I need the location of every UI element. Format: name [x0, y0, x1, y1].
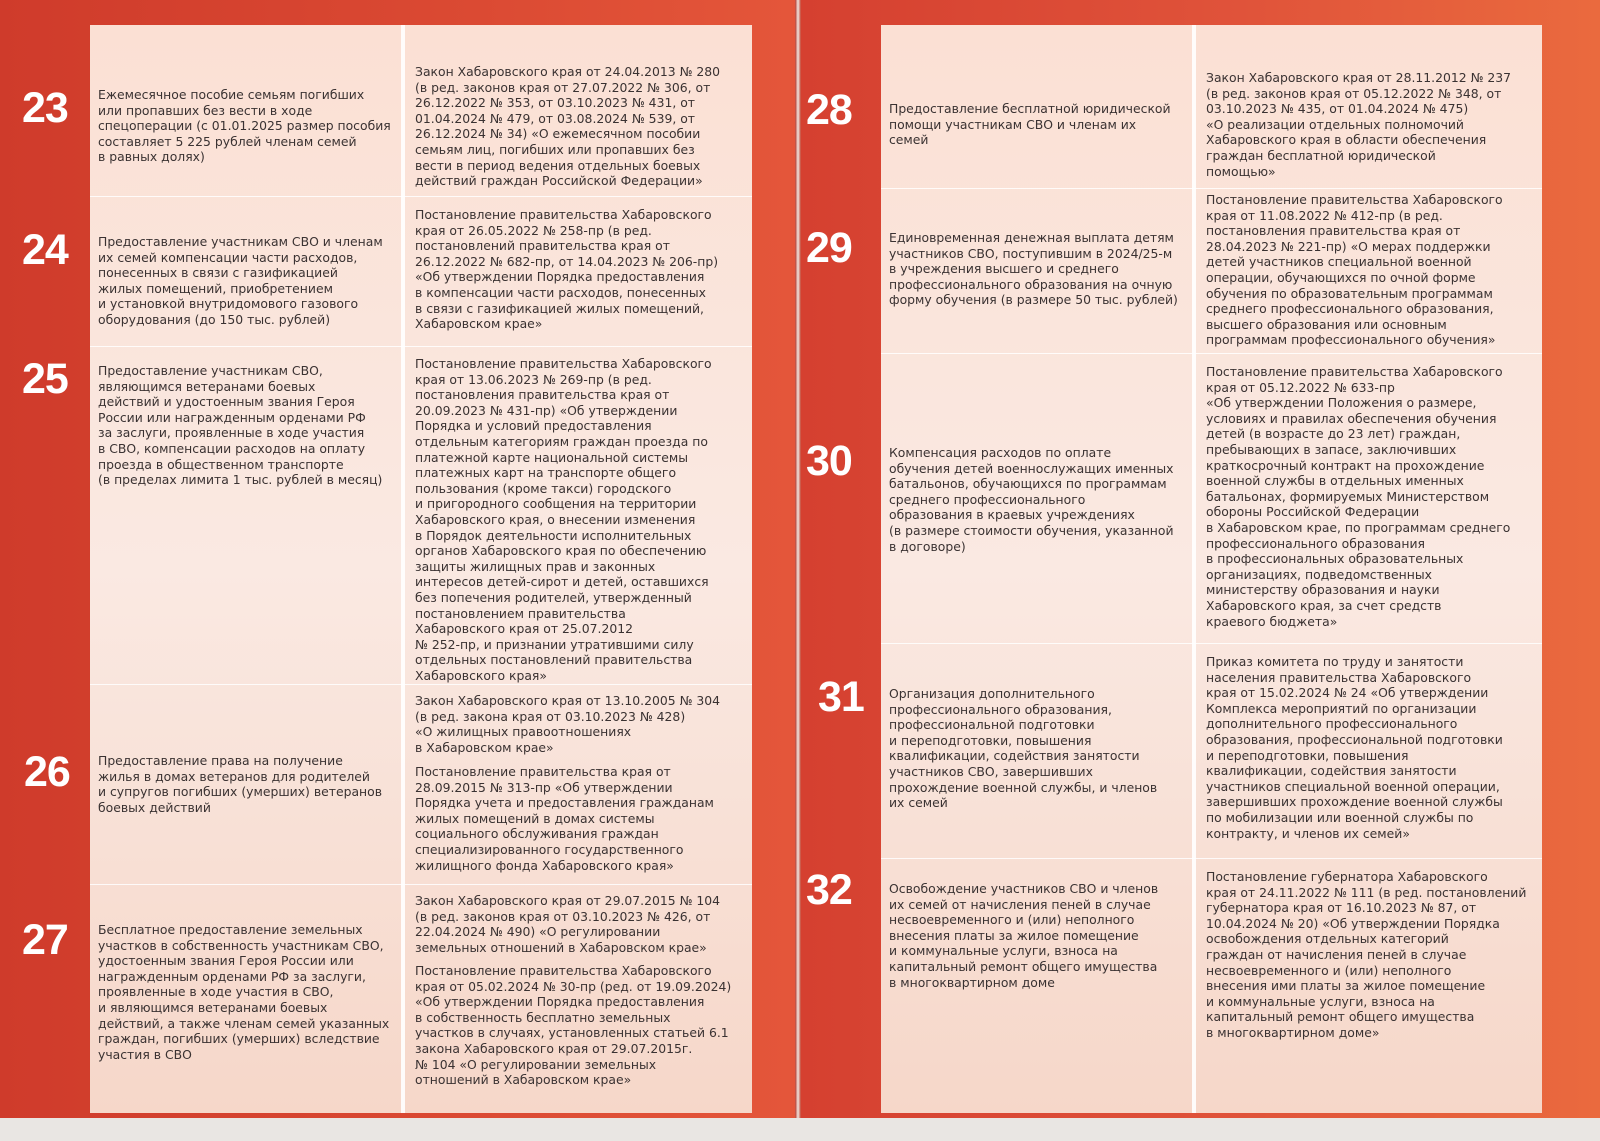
measure-description: Компенсация расходов по оплате обучения детей военнослужащих именных батальонов, обучающихся по программам среднего профессионального образования в краевых учреждениях (в размере стоимости обучения, указанной в договоре) [889, 445, 1174, 554]
table-row [90, 196, 752, 347]
row-number: 30 [806, 437, 852, 485]
row-number: 24 [22, 226, 68, 274]
legal-basis-text: Постановление губернатора Хабаровского края от 24.11.2022 № 111 (в ред. постановлений губернатора края от 16.10.2023 № 87, от 10.04.2024 № 20) «Об утверждении Порядка освобождения отдельных категорий граждан от начисления пеней в случае несвоевременного и (или) неполного внесения ими платы за жилое помещение и коммунальные услуги, взноса на капитальный ремонт общего имущества в многоквартирном доме» [1206, 869, 1527, 1040]
measure-description-cell [881, 643, 1192, 858]
measure-description-cell [881, 188, 1192, 353]
measure-description-cell [881, 858, 1192, 1113]
row-number: 25 [22, 355, 68, 403]
legal-basis-text: Постановление правительства Хабаровского края от 13.06.2023 № 269-пр (в ред. постановления правительства края от 20.09.2023 № 431-пр) «Об утверждении Порядка и условий предоставления отдельным категориям граждан проезда по платежной карте национальной системы платежных карт на транспорте общего пользования (кроме такси) городского и пригородного сообщения на территории Хабаровского края, о внесении изменения в Порядок деятельности исполнительных органов Хабаровского края по обеспечению защиты жилищных прав и законных интересов детей-сирот и детей, оставшихся без попечения родителей, утвержденный постановлением правительства Хабаровского края от 25.07.2012 № 252-пр, и признании утратившими силу отдельных постановлений правительства Хабаровского края» [415, 356, 712, 683]
column-divider [401, 25, 405, 196]
row-number: 31 [818, 673, 864, 721]
table-row [90, 25, 752, 197]
row-number: 27 [22, 916, 68, 964]
measure-description: Единовременная денежная выплата детям участников СВО, поступившим в 2024/25-м в учреждения высшего и среднего профессионального образования на очную форму обучения (в размере 50 тыс. рублей) [889, 230, 1178, 308]
column-divider [1192, 353, 1196, 643]
table-row [90, 884, 752, 1113]
row-number: 23 [22, 84, 68, 132]
right-page [801, 0, 1600, 1118]
measures-table-left [90, 25, 752, 1113]
measure-description-cell [90, 884, 401, 1113]
row-number: 28 [806, 86, 852, 134]
legal-basis-text: Закон Хабаровского края от 29.07.2015 № 104 (в ред. законов края от 03.10.2023 № 426, от 22.04.2024 № 490) «О регулировании земельных отношений в Хабаровском крае» [415, 893, 721, 955]
legal-basis-text: Приказ комитета по труду и занятости населения правительства Хабаровского края от 15.02.2024 № 24 «Об утверждении Комплекса мероприятий по организации дополнительного профессионального образования, профессиональной подготовки и переподготовки, повышения квалификации, содействия занятости участников специальной военной операции, завершивших прохождение военной службы по мобилизации или военной службы по контракту, и членов их семей» [1206, 654, 1503, 841]
legal-basis-cell [1198, 353, 1542, 643]
legal-basis-cell [1198, 25, 1542, 188]
table-row [881, 353, 1542, 644]
measure-description-cell [90, 346, 401, 684]
legal-basis-cell [407, 25, 752, 196]
legal-basis-cell [1198, 188, 1542, 353]
column-divider [1192, 858, 1196, 1113]
legal-basis-text: Постановление правительства Хабаровского края от 11.08.2022 № 412-пр (в ред. постановления правительства края от 28.04.2023 № 221-пр) «О мерах поддержки детей участников специальной военной операции, обучающихся по очной форме обучения по образовательным программам среднего профессионального образования, высшего образования или основным программам профессионального обучения» [1206, 192, 1503, 348]
column-divider [1192, 188, 1196, 353]
legal-basis-cell [1198, 858, 1542, 1113]
table-row [90, 346, 752, 685]
measure-description: Освобождение участников СВО и членов их семей от начисления пеней в случае несвоевременного и (или) неполного внесения платы за жилое помещение и коммунальные услуги, взноса на капитальный ремонт общего имущества в многоквартирном доме [889, 881, 1159, 990]
column-divider [1192, 25, 1196, 188]
legal-basis-cell [407, 196, 752, 346]
legal-basis-cell [407, 884, 752, 1113]
legal-basis-cell [1198, 643, 1542, 858]
legal-basis-cell [407, 346, 752, 684]
row-number: 26 [24, 748, 70, 796]
measure-description-cell [90, 684, 401, 884]
measure-description: Предоставление участникам СВО и членам их семей компенсации части расходов, понесенных в связи с газификацией жилых помещений, приобретением и установкой внутридомового газового оборудования (до 150 тыс. рублей) [98, 234, 383, 327]
column-divider [401, 684, 405, 884]
row-number: 32 [806, 866, 852, 914]
legal-basis-cell [407, 684, 752, 884]
column-divider [401, 196, 405, 346]
legal-basis-text-secondary: Постановление правительства края от 28.09.2015 № 313-пр «Об утверждении Порядка учета и предоставления гражданам жилых помещений в домах системы социального обслуживания граждан специализированного государственного жилищного фонда Хабаровского края» [415, 764, 714, 873]
column-divider [401, 346, 405, 684]
table-row [881, 858, 1542, 1113]
measure-description: Предоставление бесплатной юридической помощи участникам СВО и членам их семей [889, 101, 1171, 148]
measure-description: Ежемесячное пособие семьям погибших или пропавших без вести в ходе спецоперации (с 01.01.2025 размер пособия составляет 5 225 рублей членам семей в равных долях) [98, 87, 391, 165]
legal-basis-text-secondary: Постановление правительства Хабаровского края от 05.02.2024 № 30-пр (ред. от 19.09.2024) «Об утверждении Порядка предоставления в собственность бесплатно земельных участков в случаях, установленных статьей 6.1 закона Хабаровского края от 29.07.2015г. № 104 «О регулировании земельных отношений в Хабаровском крае» [415, 963, 732, 1088]
legal-basis-text: Закон Хабаровского края от 13.10.2005 № 304 (в ред. закона края от 03.10.2023 № 428) «О жилищных правоотношениях в Хабаровском крае» [415, 693, 721, 755]
column-divider [401, 884, 405, 1113]
legal-basis-text: Постановление правительства Хабаровского края от 05.12.2022 № 633-пр «Об утверждении Положения о размере, условиях и правилах обеспечения обучения детей (в возрасте до 23 лет) граждан, пребывающих в запасе, заключивших краткосрочный контракт на прохождение военной службы в отдельных именных батальонах, формируемых Министерством обороны Российской Федерации в Хабаровском крае, по программам среднего профессионального образования в профессиональных образовательных организациях, подведомственных министерству образования и науки Хабаровского края, за счет средств краевого бюджета» [1206, 364, 1511, 629]
legal-basis-text: Постановление правительства Хабаровского края от 26.05.2022 № 258-пр (в ред. постановлений правительства края от 26.12.2022 № 682-пр, от 14.04.2023 № 206-пр) «Об утверждении Порядка предоставления в компенсации части расходов, понесенных в связи с газификацией жилых помещений, Хабаровском крае» [415, 207, 719, 332]
measures-table-right [881, 25, 1542, 1113]
measure-description: Предоставление участникам СВО, являющимся ветеранами боевых действий и удостоенным звания Героя России или награжденным орденами РФ за заслуги, проявленные в ходе участия в СВО, компенсации расходов на оплату проезда в общественном транспорте (в пределах лимита 1 тыс. рублей в месяц) [98, 363, 383, 488]
measure-description-cell [881, 25, 1192, 188]
left-page [0, 0, 795, 1118]
measure-description: Бесплатное предоставление земельных участков в собственность участникам СВО, удостоенным звания Героя России или награжденным орденами РФ за заслуги, проявленные в ходе участия в СВО, и являющимся ветеранами боевых действий, а также членам семей указанных граждан, погибших (умерших) вследствие участия в СВО [98, 922, 390, 1062]
row-number: 29 [806, 224, 852, 272]
measure-description-cell [90, 196, 401, 346]
table-row [90, 684, 752, 885]
legal-basis-text: Закон Хабаровского края от 28.11.2012 № 237 (в ред. законов края от 05.12.2022 № 348, от 03.10.2023 № 435, от 01.04.2024 № 475) «О реализации отдельных полномочий Хабаровского края в области обеспечения граждан бесплатной юридической помощью» [1206, 70, 1512, 179]
measure-description-cell [90, 25, 401, 196]
table-row [881, 643, 1542, 859]
legal-basis-text: Закон Хабаровского края от 24.04.2013 № 280 (в ред. законов края от 27.07.2022 № 306, от 26.12.2022 № 353, от 03.10.2023 № 431, от 01.04.2024 № 479, от 03.08.2024 № 539, от 26.12.2024 № 34) «О ежемесячном пособии семьям лиц, погибших или пропавших без вести в период ведения отдельных боевых действий граждан Российской Федерации» [415, 64, 721, 189]
measure-description: Предоставление права на получение жилья в домах ветеранов для родителей и супругов погибших (умерших) ветеранов боевых действий [98, 753, 383, 815]
measure-description: Организация дополнительного профессионального образования, профессиональной подготовки и переподготовки, повышения квалификации, содействия занятости участников СВО, завершивших прохождение военной службы, и членов их семей [889, 686, 1158, 811]
column-divider [1192, 643, 1196, 858]
measure-description-cell [881, 353, 1192, 643]
table-row [881, 188, 1542, 354]
table-row [881, 25, 1542, 189]
